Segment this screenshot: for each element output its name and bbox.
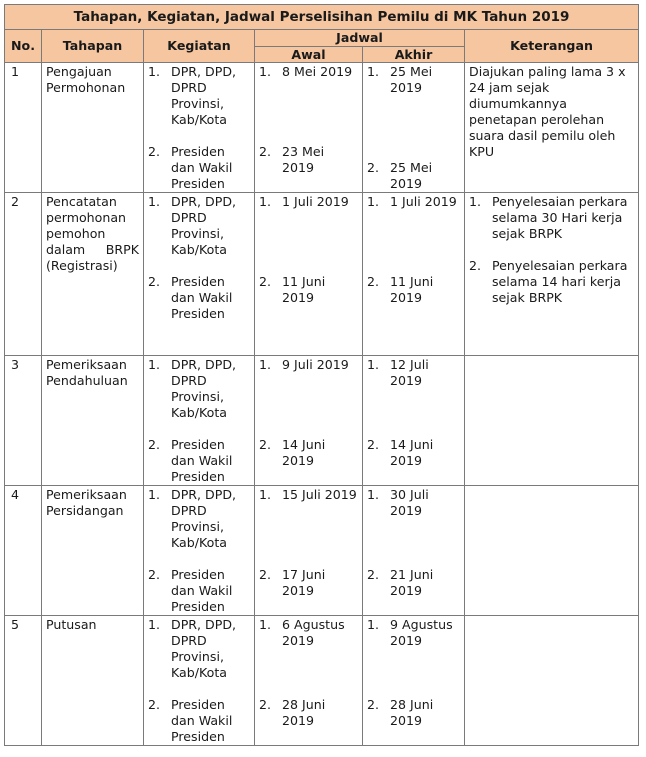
row-number: 3 xyxy=(5,356,42,486)
akhir-presiden: 28 Juni 2019 xyxy=(390,697,434,728)
table-row xyxy=(5,356,639,486)
kegiatan-dpr: DPR, DPD, DPRD Provinsi, Kab/Kota xyxy=(171,64,237,127)
row-kegiatan: 1. DPR, DPD, DPRD Provinsi, Kab/Kota 2. Presiden dan Wakil Presiden xyxy=(144,486,255,616)
awal-presiden: 17 Juni 2019 xyxy=(282,567,326,598)
table-row xyxy=(5,616,639,746)
row-number: 1 xyxy=(5,63,42,193)
row-tahapan: Pengajuan Permohonan xyxy=(42,63,144,193)
row-keterangan xyxy=(465,486,639,616)
akhir-dpr: 1 Juli 2019 xyxy=(390,194,457,209)
akhir-presiden: 25 Mei 2019 xyxy=(390,160,433,191)
akhir-dpr: 30 Juli 2019 xyxy=(390,487,429,518)
header-tahapan: Tahapan xyxy=(42,30,144,63)
kegiatan-presiden: Presiden dan Wakil Presiden xyxy=(171,274,233,321)
akhir-dpr: 25 Mei 2019 xyxy=(390,64,433,95)
row-number: 4 xyxy=(5,486,42,616)
row-awal: 1. 9 Juli 2019 2. 14 Juni 2019 xyxy=(255,356,363,486)
row-tahapan: Pemeriksaan Pendahuluan xyxy=(42,356,144,486)
awal-dpr: 9 Juli 2019 xyxy=(282,357,349,372)
row-kegiatan: 1. DPR, DPD, DPRD Provinsi, Kab/Kota 2. Presiden dan Wakil Presiden xyxy=(144,193,255,356)
keterangan-item: Penyelesaian perkara selama 14 hari kerja sejak BRPK xyxy=(492,258,628,305)
row-keterangan: Diajukan paling lama 3 x 24 jam sejak diumumkannya penetapan perolehan suara dasil pemilu oleh KPU xyxy=(465,63,639,193)
row-kegiatan: 1. DPR, DPD, DPRD Provinsi, Kab/Kota 2. Presiden dan Wakil Presiden xyxy=(144,356,255,486)
akhir-dpr: 12 Juli 2019 xyxy=(390,357,429,388)
row-awal: 1. 6 Agustus 2019 2. 28 Juni 2019 xyxy=(255,616,363,746)
akhir-presiden: 21 Juni 2019 xyxy=(390,567,434,598)
header-awal: Awal xyxy=(255,47,363,63)
row-akhir: 1. 1 Juli 2019 2. 11 Juni 2019 xyxy=(363,193,465,356)
kegiatan-dpr: DPR, DPD, DPRD Provinsi, Kab/Kota xyxy=(171,617,237,680)
header-keterangan: Keterangan xyxy=(465,30,639,63)
header-akhir: Akhir xyxy=(363,47,465,63)
awal-presiden: 23 Mei 2019 xyxy=(282,144,325,175)
akhir-presiden: 11 Juni 2019 xyxy=(390,274,434,305)
awal-dpr: 6 Agustus 2019 xyxy=(282,617,345,648)
header-kegiatan: Kegiatan xyxy=(144,30,255,63)
kegiatan-presiden: Presiden dan Wakil Presiden xyxy=(171,144,233,191)
kegiatan-dpr: DPR, DPD, DPRD Provinsi, Kab/Kota xyxy=(171,487,237,550)
awal-dpr: 15 Juli 2019 xyxy=(282,487,357,502)
header-no: No. xyxy=(5,30,42,63)
table-row xyxy=(5,486,639,616)
row-akhir: 1. 25 Mei 2019 2. 25 Mei 2019 xyxy=(363,63,465,193)
awal-presiden: 14 Juni 2019 xyxy=(282,437,326,468)
table-title: Tahapan, Kegiatan, Jadwal Perselisihan Pemilu di MK Tahun 2019 xyxy=(5,5,639,30)
row-keterangan xyxy=(465,356,639,486)
akhir-dpr: 9 Agustus 2019 xyxy=(390,617,453,648)
row-number: 5 xyxy=(5,616,42,746)
row-number: 2 xyxy=(5,193,42,356)
awal-presiden: 28 Juni 2019 xyxy=(282,697,326,728)
awal-dpr: 1 Juli 2019 xyxy=(282,194,349,209)
kegiatan-dpr: DPR, DPD, DPRD Provinsi, Kab/Kota xyxy=(171,194,237,257)
row-tahapan: Pencatatan permohonan pemohon dalam BRPK (Registrasi) xyxy=(42,193,144,356)
schedule-table xyxy=(4,4,639,746)
row-akhir: 1. 9 Agustus 2019 2. 28 Juni 2019 xyxy=(363,616,465,746)
kegiatan-presiden: Presiden dan Wakil Presiden xyxy=(171,697,233,744)
table-row xyxy=(5,193,639,356)
kegiatan-dpr: DPR, DPD, DPRD Provinsi, Kab/Kota xyxy=(171,357,237,420)
header-jadwal: Jadwal xyxy=(255,30,465,47)
awal-dpr: 8 Mei 2019 xyxy=(282,64,353,79)
row-akhir: 1. 12 Juli 2019 2. 14 Juni 2019 xyxy=(363,356,465,486)
keterangan-item: Penyelesaian perkara selama 30 Hari kerja sejak BRPK xyxy=(492,194,628,241)
akhir-presiden: 14 Juni 2019 xyxy=(390,437,434,468)
row-akhir: 1. 30 Juli 2019 2. 21 Juni 2019 xyxy=(363,486,465,616)
row-kegiatan: 1. DPR, DPD, DPRD Provinsi, Kab/Kota 2. Presiden dan Wakil Presiden xyxy=(144,616,255,746)
row-awal: 1. 1 Juli 2019 2. 11 Juni 2019 xyxy=(255,193,363,356)
row-awal: 1. 8 Mei 2019 2. 23 Mei 2019 xyxy=(255,63,363,193)
row-tahapan: Putusan xyxy=(42,616,144,746)
row-tahapan: Pemeriksaan Persidangan xyxy=(42,486,144,616)
row-keterangan xyxy=(465,616,639,746)
kegiatan-presiden: Presiden dan Wakil Presiden xyxy=(171,567,233,614)
row-kegiatan: 1. DPR, DPD, DPRD Provinsi, Kab/Kota 2. Presiden dan Wakil Presiden xyxy=(144,63,255,193)
row-keterangan: 1. Penyelesaian perkara selama 30 Hari kerja sejak BRPK 2. Penyelesaian perkara selama 14 hari kerja sejak BRPK xyxy=(465,193,639,356)
table-row xyxy=(5,63,639,193)
row-awal: 1. 15 Juli 2019 2. 17 Juni 2019 xyxy=(255,486,363,616)
awal-presiden: 11 Juni 2019 xyxy=(282,274,326,305)
kegiatan-presiden: Presiden dan Wakil Presiden xyxy=(171,437,233,484)
